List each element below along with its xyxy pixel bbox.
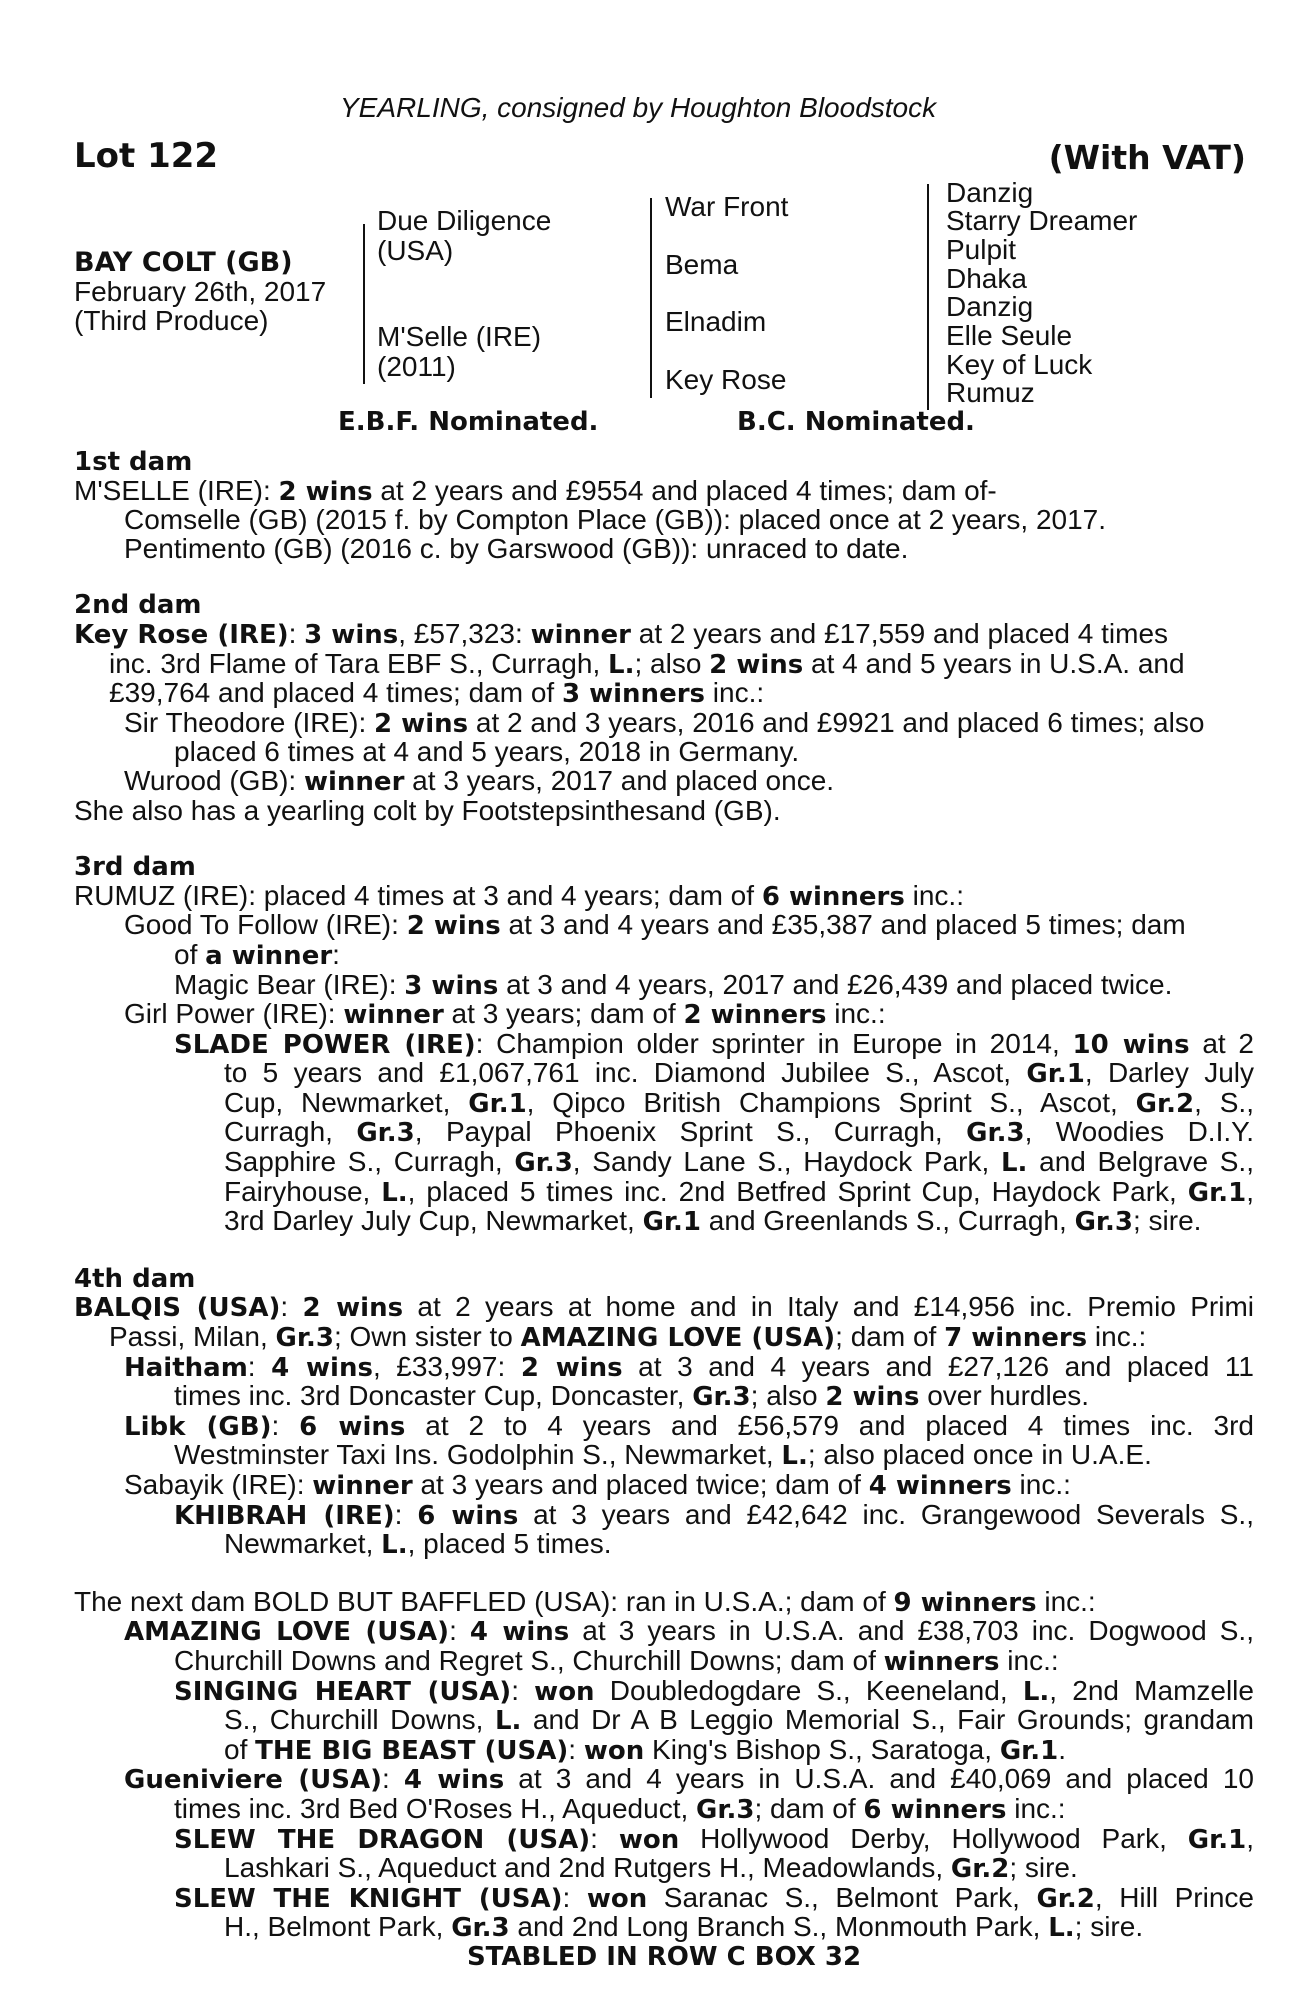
pedigree-line: Passi, Milan, Gr.3; Own sister to AMAZING LOVE (USA); dam of 7 winners inc.:	[109, 1321, 1147, 1354]
pedigree-line: KHIBRAH (IRE): 6 wins at 3 years and £42,642 inc. Grangewood Severals S.,	[174, 1498, 1254, 1531]
section-heading: 1st dam	[74, 447, 193, 477]
pedigree-line: Girl Power (IRE): winner at 3 years; dam of 2 winners inc.:	[124, 998, 886, 1031]
consignment-line: YEARLING, consigned by Houghton Bloodstock	[340, 92, 937, 123]
pedigree-line: M'SELLE (IRE): 2 wins at 2 years and £9554 and placed 4 times; dam of-	[74, 474, 997, 507]
pedigree-line: Haitham: 4 wins, £33,997: 2 wins at 3 and 4 years and £27,126 and placed 11	[124, 1350, 1254, 1383]
pedigree-line: SLEW THE KNIGHT (USA): won Saranac S., Belmont Park, Gr.2, Hill Prince	[174, 1881, 1254, 1914]
pedigree-line: times inc. 3rd Bed O'Roses H., Aqueduct, Gr.3; dam of 6 winners inc.:	[174, 1792, 1066, 1825]
pedigree-line: Wurood (GB): winner at 3 years, 2017 and placed once.	[124, 764, 835, 797]
pedigree-line: H., Belmont Park, Gr.3 and 2nd Long Branch S., Monmouth Park, L.; sire.	[224, 1911, 1144, 1944]
pedigree-ggp-5: Danzig	[946, 291, 1034, 322]
pedigree-line: of THE BIG BEAST (USA): won King's Bishop S., Saratoga, Gr.1.	[224, 1733, 1067, 1766]
pedigree-gp-2: Bema	[665, 249, 739, 280]
fourth-dam-section	[74, 1265, 1254, 1560]
pedigree-ggp-2: Starry Dreamer	[946, 205, 1138, 236]
pedigree-line: The next dam BOLD BUT BAFFLED (USA): ran in U.S.A.; dam of 9 winners inc.:	[74, 1585, 1096, 1618]
pedigree-line: SINGING HEART (USA): won Doubledogdare S., Keeneland, L., 2nd Mamzelle	[174, 1674, 1254, 1707]
pedigree-line: RUMUZ (IRE): placed 4 times at 3 and 4 years; dam of 6 winners inc.:	[74, 879, 964, 912]
pedigree-line: Lashkari S., Aqueduct and 2nd Rutgers H., Meadowlands, Gr.2; sire.	[224, 1852, 1078, 1885]
pedigree-line: SLEW THE DRAGON (USA): won Hollywood Derby, Hollywood Park, Gr.1,	[174, 1822, 1255, 1855]
pedigree-line: Fairyhouse, L., placed 5 times inc. 2nd Betfred Sprint Cup, Haydock Park, Gr.1,	[224, 1175, 1254, 1208]
lot-number: Lot 122	[74, 136, 219, 176]
pedigree-line: to 5 years and £1,067,761 inc. Diamond Jubilee S., Ascot, Gr.1, Darley July	[224, 1057, 1254, 1090]
next-dam-section	[74, 1585, 1255, 1944]
pedigree-line: of a winner:	[174, 938, 340, 971]
pedigree-gp-3: Elnadim	[665, 306, 767, 337]
pedigree-line: £39,764 and placed 4 times; dam of 3 winners inc.:	[109, 677, 765, 710]
pedigree-line: Magic Bear (IRE): 3 wins at 3 and 4 years, 2017 and £26,439 and placed twice.	[174, 968, 1173, 1001]
pedigree-gp-1: War Front	[665, 191, 789, 222]
pedigree-line: BALQIS (USA): 2 wins at 2 years at home and in Italy and £14,956 inc. Premio Primi	[74, 1291, 1255, 1324]
bc-nomination: B.C. Nominated.	[737, 407, 975, 437]
pedigree-line: Good To Follow (IRE): 2 wins at 3 and 4 years and £35,387 and placed 5 times; dam	[124, 909, 1186, 942]
pedigree-bracket-3	[927, 184, 929, 410]
section-heading: 2nd dam	[74, 590, 202, 621]
horse-produce: (Third Produce)	[74, 305, 269, 336]
pedigree-line: inc. 3rd Flame of Tara EBF S., Curragh, L.; also 2 wins at 4 and 5 years in U.S.A. and	[109, 647, 1185, 680]
pedigree-line: Key Rose (IRE): 3 wins, £57,323: winner at 2 years and £17,559 and placed 4 times	[74, 617, 1169, 650]
pedigree-ggp-4: Dhaka	[946, 263, 1027, 294]
pedigree-line: times inc. 3rd Doncaster Cup, Doncaster, Gr.3; also 2 wins over hurdles.	[174, 1380, 1090, 1413]
section-heading: 3rd dam	[74, 852, 196, 883]
pedigree-gp-4: Key Rose	[665, 364, 787, 395]
pedigree-ggp-8: Rumuz	[946, 377, 1035, 408]
pedigree-line: Sapphire S., Curragh, Gr.3, Sandy Lane S., Haydock Park, L. and Belgrave S.,	[224, 1146, 1254, 1179]
pedigree-line: 3rd Darley July Cup, Newmarket, Gr.1 and Greenlands S., Curragh, Gr.3; sire.	[224, 1205, 1202, 1238]
horse-summary	[74, 248, 326, 335]
pedigree-line: Sabayik (IRE): winner at 3 years and placed twice; dam of 4 winners inc.:	[124, 1469, 1071, 1501]
pedigree-line: Gueniviere (USA): 4 wins at 3 and 4 years in U.S.A. and £40,069 and placed 10	[124, 1763, 1254, 1796]
pedigree-line: Libk (GB): 6 wins at 2 to 4 years and £56,579 and placed 4 times inc. 3rd	[124, 1409, 1255, 1442]
vat-label: (With VAT)	[1048, 138, 1246, 177]
pedigree-line: Newmarket, L., placed 5 times.	[224, 1528, 612, 1561]
horse-foaled: February 26th, 2017	[74, 276, 327, 307]
pedigree-line: AMAZING LOVE (USA): 4 wins at 3 years in U.S.A. and £38,703 inc. Dogwood S.,	[124, 1615, 1254, 1648]
pedigree-dam-year: (2011)	[377, 351, 456, 382]
pedigree-ggp-7: Key of Luck	[946, 349, 1093, 380]
pedigree-ggp-1: Danzig	[946, 177, 1034, 208]
catalogue-body	[74, 448, 1254, 1972]
pedigree-line: S., Churchill Downs, L. and Dr A B Leggio Memorial S., Fair Grounds; grandam	[224, 1704, 1254, 1737]
horse-sex: BAY COLT (GB)	[74, 247, 293, 278]
pedigree-line: Comselle (GB) (2015 f. by Compton Place (GB)): placed once at 2 years, 2017.	[124, 504, 1107, 536]
pedigree-line: Churchill Downs and Regret S., Churchill Downs; dam of winners inc.:	[174, 1644, 1059, 1677]
pedigree-line: Pentimento (GB) (2016 c. by Garswood (GB)): unraced to date.	[124, 532, 909, 564]
pedigree-line: She also has a yearling colt by Footstepsinthesand (GB).	[74, 794, 781, 826]
stabled-location: STABLED IN ROW C BOX 32	[466, 1941, 862, 1972]
pedigree-ggp-6: Elle Seule	[946, 320, 1073, 351]
pedigree-bracket-2	[650, 198, 652, 398]
pedigree-line: Curragh, Gr.3, Paypal Phoenix Sprint S., Curragh, Gr.3, Woodies D.I.Y.	[224, 1116, 1254, 1149]
pedigree-line: SLADE POWER (IRE): Champion older sprinter in Europe in 2014, 10 wins at 2	[174, 1027, 1255, 1060]
first-dam-section	[74, 448, 1254, 563]
section-heading: 4th dam	[74, 1263, 196, 1294]
pedigree-sire-country: (USA)	[377, 235, 454, 266]
pedigree-line: Sir Theodore (IRE): 2 wins at 2 and 3 years, 2016 and £9921 and placed 6 times; also	[124, 706, 1205, 739]
third-dam-section	[74, 853, 1254, 1237]
pedigree-bracket-1	[363, 224, 365, 384]
pedigree-dam: M'Selle (IRE)	[377, 321, 542, 352]
pedigree-sire: Due Diligence	[377, 205, 552, 236]
pedigree-line: placed 6 times at 4 and 5 years, 2018 in Germany.	[174, 736, 800, 768]
second-dam-section	[74, 591, 1254, 825]
ebf-nomination: E.B.F. Nominated.	[338, 407, 599, 437]
pedigree-line: Westminster Taxi Ins. Godolphin S., Newmarket, L.; also placed once in U.A.E.	[174, 1439, 1152, 1472]
pedigree-ggp-3: Pulpit	[946, 234, 1017, 265]
pedigree-line: Cup, Newmarket, Gr.1, Qipco British Champions Sprint S., Ascot, Gr.2, S.,	[224, 1086, 1254, 1119]
